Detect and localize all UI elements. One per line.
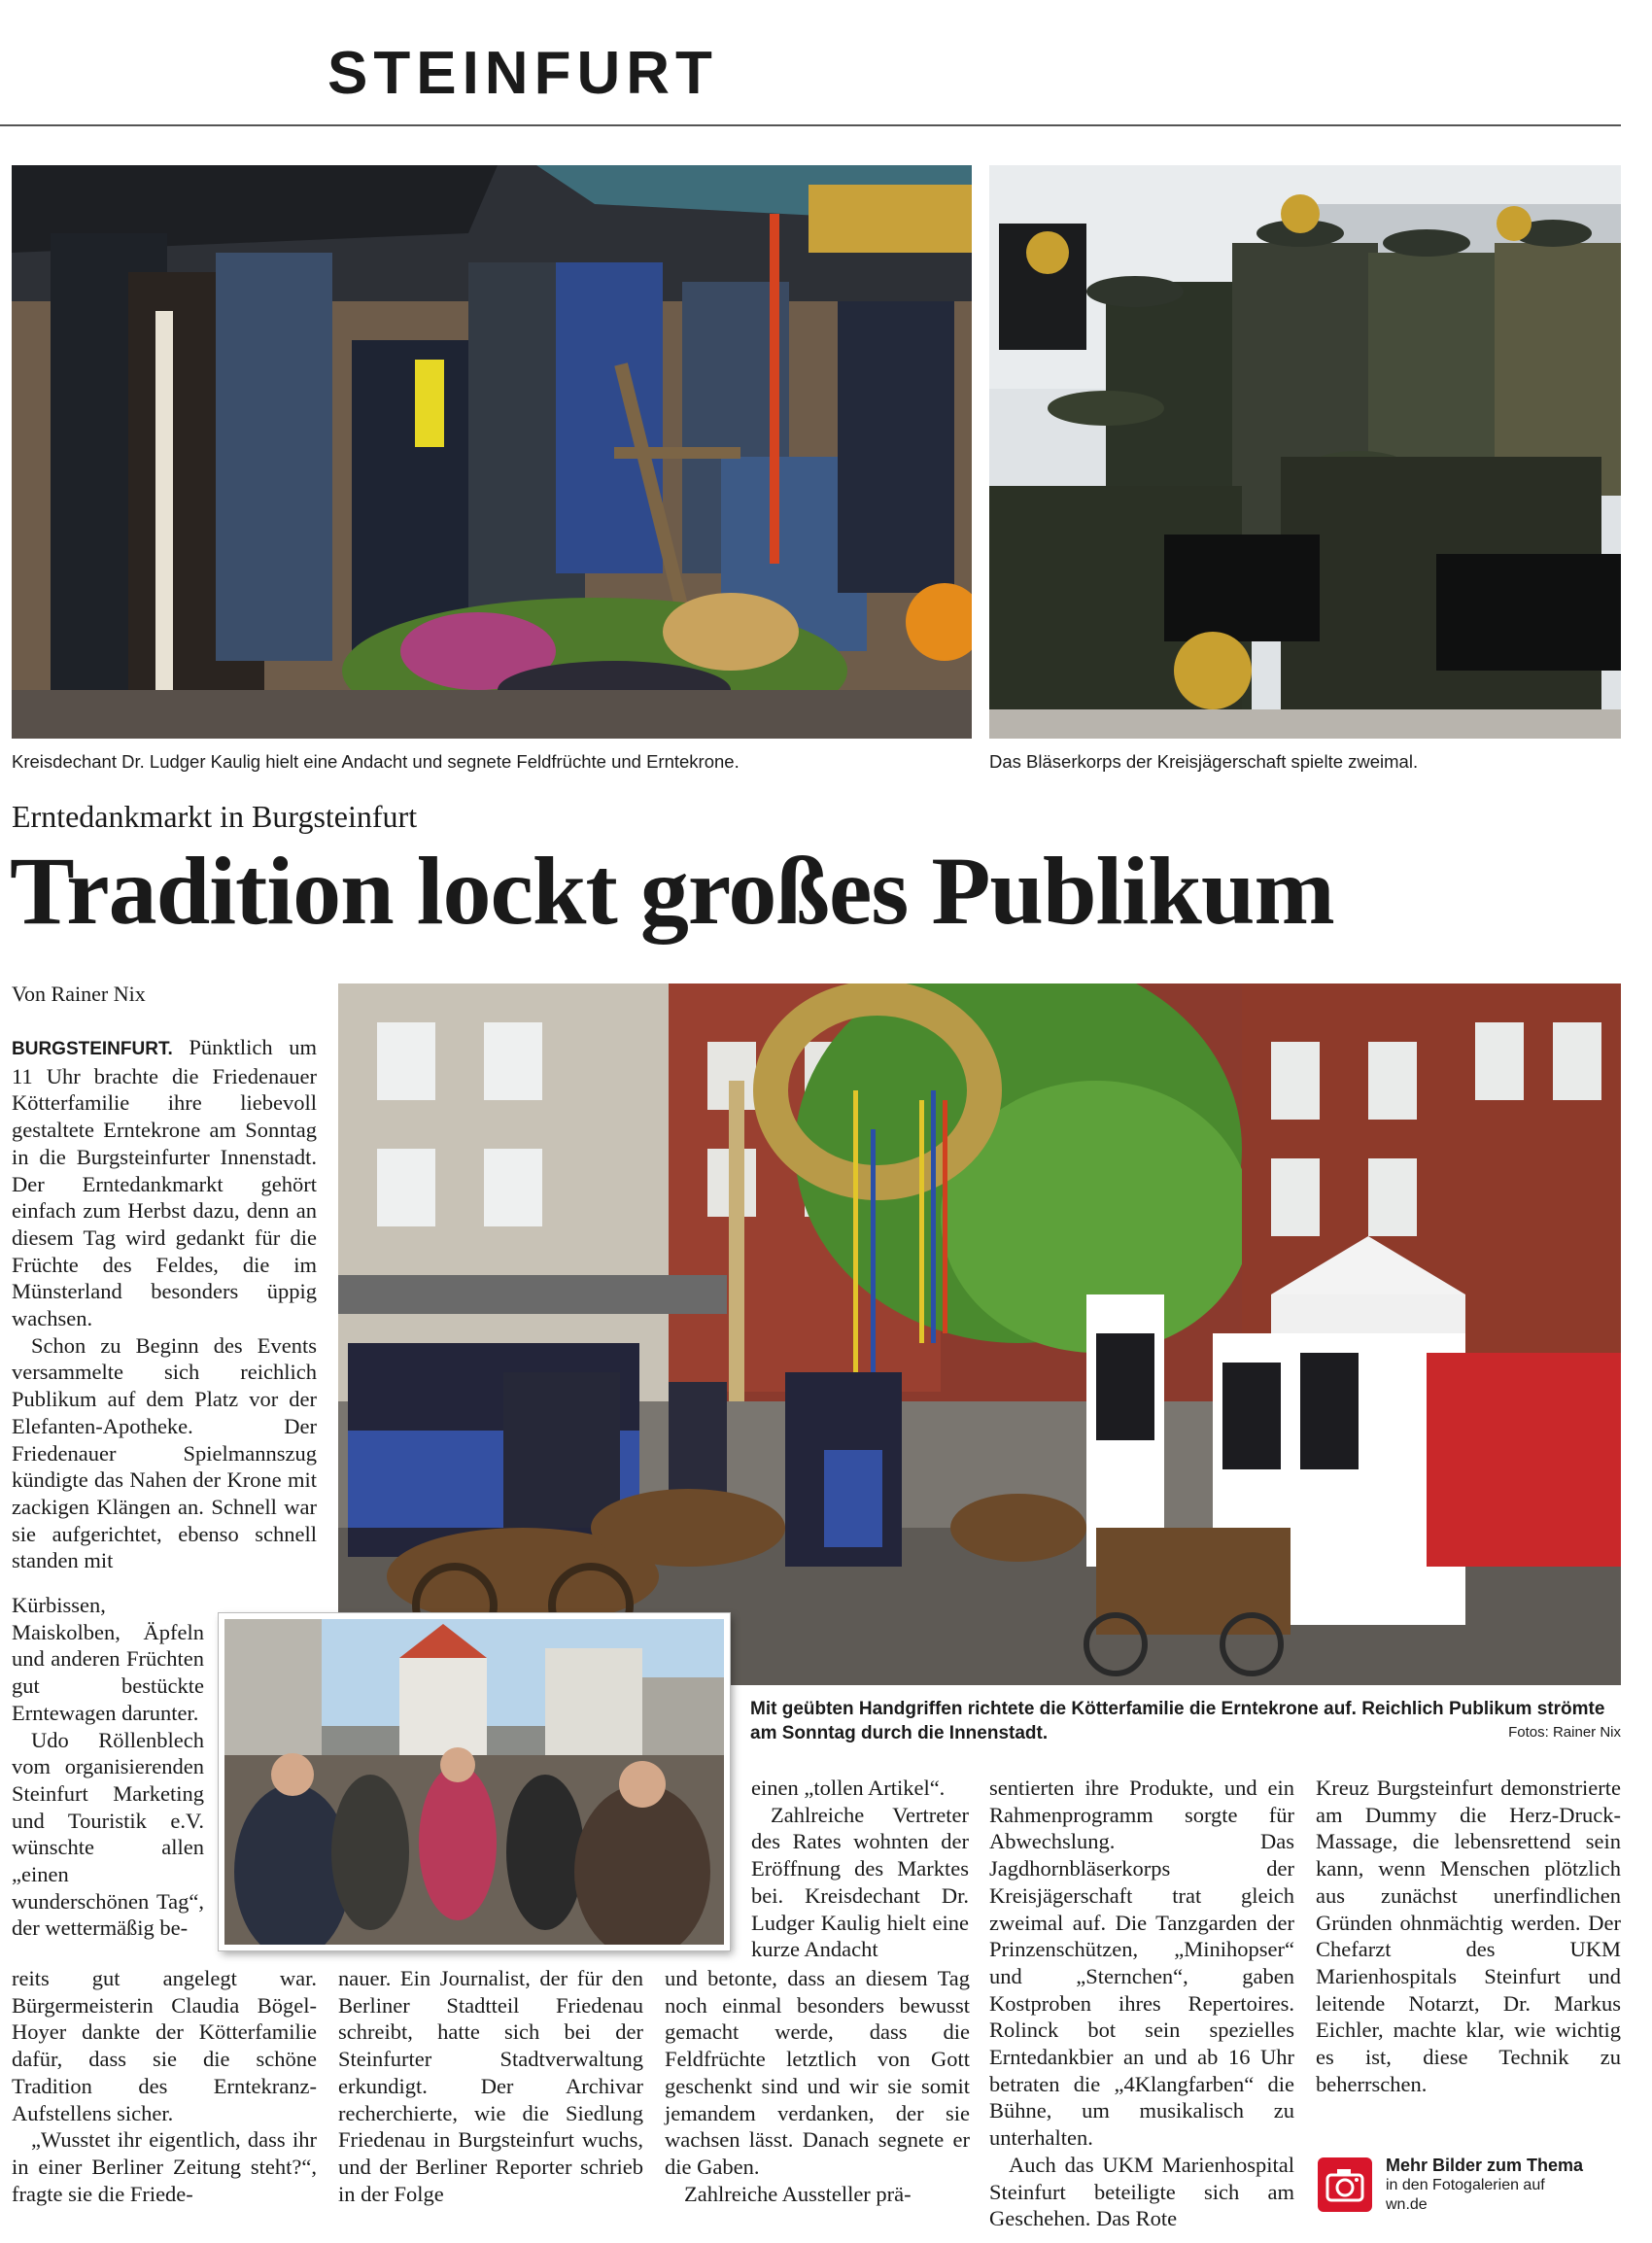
- article-col1-narrow: Kürbissen, Maiskolben, Äpfeln und anderen Früchten gut bestückte Erntewagen darunter. Udo Röllenblech vom organisierenden Steinfurt Marketing und Touristik e.V. wünschte allen „einen wunderschönen Tag“, der wettermäßig be-: [12, 1593, 204, 1941]
- photo-erntekrone: [338, 983, 1621, 1685]
- promo-subtitle: in den Fotogalerien auf: [1386, 2177, 1545, 2193]
- article-col3-bottom: und betonte, dass an diesem Tag noch einmal besonders bewusst gemacht werde, dass die Feldfrüchte letztlich von Gott geschenkt sind und wir sie somit jemandem verdanken, der sie wachsen lässt. Danach segnete er die Gaben. Zahlreiche Aussteller prä-: [665, 1966, 970, 2206]
- photo-credit: Fotos: Rainer Nix: [1508, 1724, 1621, 1741]
- photo-blessing: [12, 165, 972, 739]
- dateline: BURGSTEINFURT.: [12, 1039, 173, 1059]
- article-col4: sentierten ihre Produkte, und ein Rahmenprogramm sorgte für Abwechslung. Das Jagdhornbläserkorps der Kreisjägerschaft trat gleich zweimal auf. Die Tanzgarden der Prinzenschützen, „Minihopser“ und „Sternchen“, gaben Kostproben ihres Repertoires. Rolinck bot sein spezielles Erntedankbier an und ab 16 Uhr betraten die „4Klangfarben“ die Bühne, um musikalisch zu unterhalten. Auch das UKM Marienhospital Steinfurt beteiligte sich am Geschehen. Das Rote: [989, 1776, 1294, 2231]
- photo-crowd-inset: [219, 1613, 730, 1950]
- article-headline: Tradition lockt großes Publikum: [10, 837, 1334, 945]
- article-byline: Von Rainer Nix: [12, 982, 146, 1006]
- main-photo-caption: Mit geübten Handgriffen richtete die Kötterfamilie die Erntekrone auf. Reichlich Publikum strömte am Sonntag durch die Innenstadt.: [750, 1699, 1605, 1743]
- promo-link[interactable]: wn.de: [1386, 2196, 1428, 2213]
- article-col1-top: BURGSTEINFURT. Pünktlich um 11 Uhr brachte die Friedenauer Kötterfamilie ihre liebevoll gestaltete Erntekrone am Sonntag in die Burgsteinfurter Innenstadt. Der Erntedankmarkt gehört einfach zum Herbst dazu, denn an diesem Tag wird gedankt für die Früchte des Feldes, die im Münsterland besonders üppig wachsen. Schon zu Beginn des Events versammelte sich reichlich Publikum auf dem Platz vor der Elefanten-Apotheke. Der Friedenauer Spielmannszug kündigte das Nahen der Krone mit zackigen Klängen an. Schnell war sie aufgerichtet, ebenso schnell standen mit: [12, 1035, 317, 1573]
- photo-caption-horns: Das Bläserkorps der Kreisjägerschaft spielte zweimal.: [989, 751, 1419, 772]
- article-col1-bottom: reits gut angelegt war. Bürgermeisterin Claudia Bögel-Hoyer dankte der Kötterfamilie dafür, dass sie die schöne Tradition des Erntekranz-Aufstellens sicher. „Wusstet ihr eigentlich, dass ihr in einer Berliner Zeitung steht?“, fragte sie die Friede-: [12, 1966, 317, 2206]
- article-col2: nauer. Ein Journalist, der für den Berliner Stadtteil Friedenau schreibt, hatte sich bei der Steinfurter Stadtverwaltung erkundigt. Der Archivar recherchierte, wie die Siedlung Friedenau in Burgsteinfurt wuchs, und der Berliner Reporter schrieb in der Folge: [338, 1966, 643, 2206]
- section-title: STEINFURT: [327, 40, 718, 107]
- article-col5: Kreuz Burgsteinfurt demonstrierte am Dummy die Herz-Druck-Massage, die lebensrettend sein kann, wenn Menschen plötzlich aus zunächst unerfindlichen Gründen ohnmächtig werden. Der Chefarzt des UKM Marienhospitals Steinfurt und leitende Notarzt, Dr. Markus Eichler, machte klar, wie wichtig es ist, diese Technik zu beherrschen.: [1316, 1776, 1621, 2096]
- article-kicker: Erntedankmarkt in Burgsteinfurt: [12, 799, 418, 834]
- photo-gallery-promo[interactable]: [1318, 2154, 1621, 2222]
- camera-icon: [1318, 2157, 1372, 2212]
- photo-horn-players: [989, 165, 1621, 739]
- article-col3-top: einen „tollen Artikel“. Zahlreiche Vertreter des Rates wohnten der Eröffnung des Marktes bei. Kreisdechant Dr. Ludger Kaulig hielt eine kurze Andacht: [751, 1776, 969, 1962]
- photo-caption-blessing: Kreisdechant Dr. Ludger Kaulig hielt eine Andacht und segnete Feldfrüchte und Erntekrone.: [12, 751, 740, 772]
- promo-title: Mehr Bilder zum Thema: [1386, 2156, 1584, 2175]
- header-divider: [0, 124, 1621, 126]
